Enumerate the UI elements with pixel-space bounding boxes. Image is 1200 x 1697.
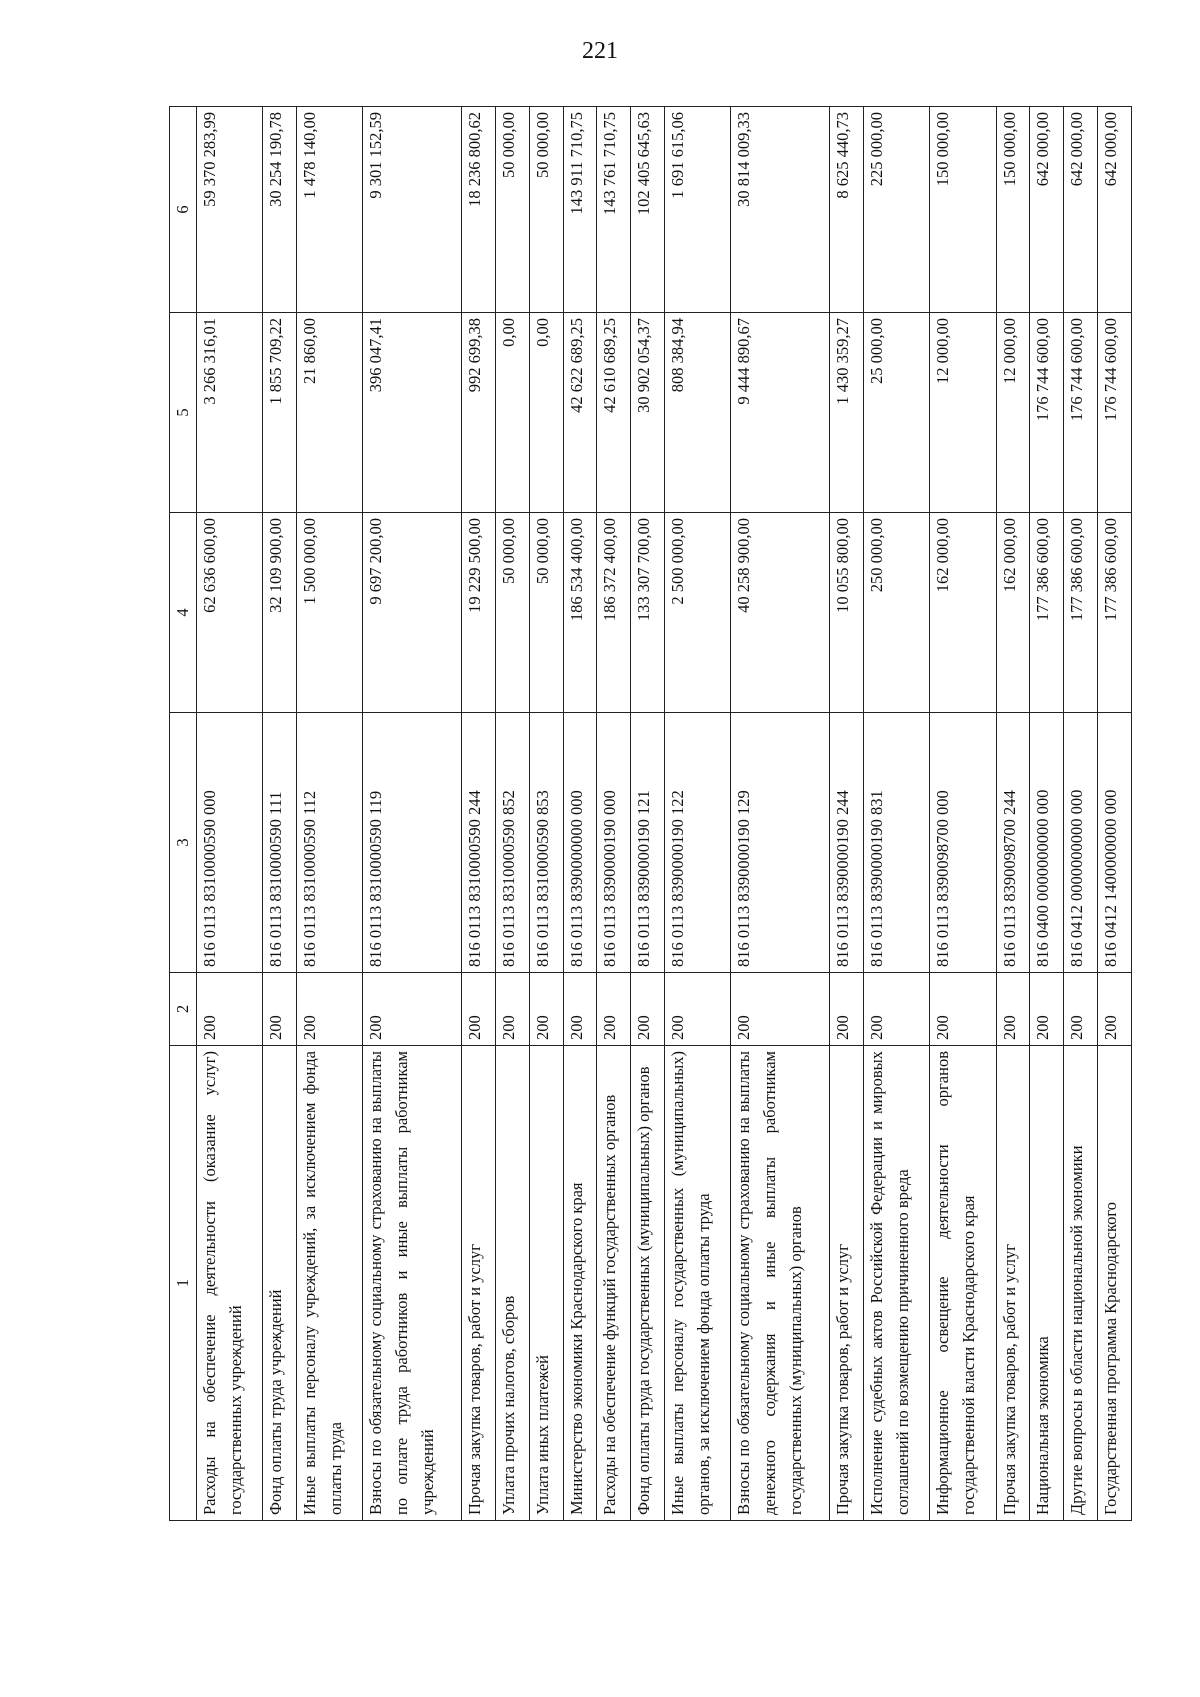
row-budget-code-cell: 816 0412 1400000000 000 [1097, 713, 1131, 973]
row-col4-amount-cell: 40 258 900,00 [731, 513, 830, 713]
row-admin-code-cell: 200 [462, 973, 496, 1046]
row-budget-code-cell: 816 0113 8390098700 244 [996, 713, 1030, 973]
row-name-cell: Уплата прочих налогов, сборов [496, 1046, 530, 1521]
row-name-cell: Уплата иных платежей [529, 1046, 563, 1521]
row-admin-code-cell: 200 [863, 973, 929, 1046]
table-row [996, 107, 1030, 1521]
row-name-cell: Информационное освещение деятельности органов государственной власти Краснодарского края [930, 1046, 996, 1521]
row-admin-code-cell: 200 [496, 973, 530, 1046]
row-budget-code-cell: 816 0113 8390098700 000 [930, 713, 996, 973]
table-row [863, 107, 929, 1521]
row-admin-code-cell: 200 [665, 973, 731, 1046]
table-row [529, 107, 563, 1521]
row-name-cell: Взносы по обязательному социальному страхованию на выплаты по оплате труда работников и иные выплаты работникам учреждений [363, 1046, 462, 1521]
header-col-1: 1 [170, 1046, 197, 1521]
row-col5-amount-cell: 3 266 316,01 [197, 313, 263, 513]
row-col5-amount-cell: 30 902 054,37 [631, 313, 665, 513]
row-name-cell: Расходы на обеспечение деятельности (оказание услуг) государственных учреждений [197, 1046, 263, 1521]
row-col5-amount-cell: 176 744 600,00 [1030, 313, 1064, 513]
budget-table [169, 106, 1132, 1521]
row-col4-amount-cell: 133 307 700,00 [631, 513, 665, 713]
row-col6-amount-cell: 50 000,00 [496, 107, 530, 313]
table-row [830, 107, 864, 1521]
row-col4-amount-cell: 19 229 500,00 [462, 513, 496, 713]
row-col4-amount-cell: 62 636 600,00 [197, 513, 263, 713]
row-col4-amount-cell: 177 386 600,00 [1064, 513, 1098, 713]
header-col-6: 6 [170, 107, 197, 313]
row-col4-amount-cell: 50 000,00 [529, 513, 563, 713]
row-col5-amount-cell: 176 744 600,00 [1097, 313, 1131, 513]
row-col6-amount-cell: 642 000,00 [1030, 107, 1064, 313]
row-name-cell: Иные выплаты персоналу учреждений, за исключением фонда оплаты труда [297, 1046, 363, 1521]
row-col6-amount-cell: 1 478 140,00 [297, 107, 363, 313]
row-budget-code-cell: 816 0113 8390000190 000 [597, 713, 631, 973]
row-name-cell: Фонд оплаты труда государственных (муниципальных) органов [631, 1046, 665, 1521]
row-name-cell: Национальная экономика [1030, 1046, 1064, 1521]
row-admin-code-cell: 200 [996, 973, 1030, 1046]
row-col5-amount-cell: 176 744 600,00 [1064, 313, 1098, 513]
table-row [1064, 107, 1098, 1521]
row-col6-amount-cell: 143 761 710,75 [597, 107, 631, 313]
row-col4-amount-cell: 250 000,00 [863, 513, 929, 713]
row-col6-amount-cell: 30 814 009,33 [731, 107, 830, 313]
table-row [1097, 107, 1131, 1521]
row-budget-code-cell: 816 0113 8390000000 000 [563, 713, 597, 973]
row-admin-code-cell: 200 [830, 973, 864, 1046]
row-col6-amount-cell: 143 911 710,75 [563, 107, 597, 313]
row-budget-code-cell: 816 0113 8390000190 122 [665, 713, 731, 973]
row-name-cell: Взносы по обязательному социальному страхованию на выплаты денежного содержания и иные выплаты работникам государственных (муниципальных) органов [731, 1046, 830, 1521]
row-budget-code-cell: 816 0113 8390000190 129 [731, 713, 830, 973]
row-budget-code-cell: 816 0113 8310000590 244 [462, 713, 496, 973]
row-budget-code-cell: 816 0113 8390000190 244 [830, 713, 864, 973]
table-row [631, 107, 665, 1521]
row-name-cell: Прочая закупка товаров, работ и услуг [462, 1046, 496, 1521]
table-row [297, 107, 363, 1521]
table-row [496, 107, 530, 1521]
table-row [462, 107, 496, 1521]
row-col5-amount-cell: 396 047,41 [363, 313, 462, 513]
table-body [197, 107, 1132, 1521]
row-admin-code-cell: 200 [930, 973, 996, 1046]
header-row [170, 107, 197, 1521]
row-col5-amount-cell: 0,00 [529, 313, 563, 513]
row-admin-code-cell: 200 [563, 973, 597, 1046]
row-col5-amount-cell: 42 610 689,25 [597, 313, 631, 513]
row-budget-code-cell: 816 0113 8310000590 852 [496, 713, 530, 973]
row-col6-amount-cell: 30 254 190,78 [263, 107, 297, 313]
row-col5-amount-cell: 42 622 689,25 [563, 313, 597, 513]
row-col6-amount-cell: 8 625 440,73 [830, 107, 864, 313]
row-admin-code-cell: 200 [363, 973, 462, 1046]
row-col5-amount-cell: 0,00 [496, 313, 530, 513]
row-col4-amount-cell: 186 372 400,00 [597, 513, 631, 713]
row-col5-amount-cell: 808 384,94 [665, 313, 731, 513]
table-rotation-wrapper [169, 107, 1132, 1521]
row-admin-code-cell: 200 [263, 973, 297, 1046]
row-col4-amount-cell: 2 500 000,00 [665, 513, 731, 713]
table-header [170, 107, 197, 1521]
row-col6-amount-cell: 1 691 615,06 [665, 107, 731, 313]
row-col6-amount-cell: 59 370 283,99 [197, 107, 263, 313]
rotated-table-area [169, 107, 1132, 1521]
row-budget-code-cell: 816 0113 8310000590 111 [263, 713, 297, 973]
row-col4-amount-cell: 186 534 400,00 [563, 513, 597, 713]
table-row [930, 107, 996, 1521]
table-row [731, 107, 830, 1521]
row-name-cell: Прочая закупка товаров, работ и услуг [996, 1046, 1030, 1521]
row-col4-amount-cell: 1 500 000,00 [297, 513, 363, 713]
row-col4-amount-cell: 177 386 600,00 [1030, 513, 1064, 713]
row-col5-amount-cell: 9 444 890,67 [731, 313, 830, 513]
row-admin-code-cell: 200 [1064, 973, 1098, 1046]
header-col-2: 2 [170, 973, 197, 1046]
row-admin-code-cell: 200 [631, 973, 665, 1046]
row-col5-amount-cell: 21 860,00 [297, 313, 363, 513]
row-col5-amount-cell: 1 855 709,22 [263, 313, 297, 513]
row-col4-amount-cell: 162 000,00 [930, 513, 996, 713]
table-row [1030, 107, 1064, 1521]
row-name-cell: Прочая закупка товаров, работ и услуг [830, 1046, 864, 1521]
page-number: 221 [582, 38, 618, 64]
row-col5-amount-cell: 1 430 359,27 [830, 313, 864, 513]
row-budget-code-cell: 816 0113 8390000190 831 [863, 713, 929, 973]
row-admin-code-cell: 200 [1097, 973, 1131, 1046]
table-row [665, 107, 731, 1521]
header-col-3: 3 [170, 713, 197, 973]
row-name-cell: Государственная программа Краснодарского [1097, 1046, 1131, 1521]
row-admin-code-cell: 200 [1030, 973, 1064, 1046]
row-budget-code-cell: 816 0113 8310000590 119 [363, 713, 462, 973]
row-col6-amount-cell: 150 000,00 [930, 107, 996, 313]
row-col4-amount-cell: 162 000,00 [996, 513, 1030, 713]
table-row [363, 107, 462, 1521]
row-col6-amount-cell: 642 000,00 [1097, 107, 1131, 313]
row-name-cell: Расходы на обеспечение функций государственных органов [597, 1046, 631, 1521]
row-col5-amount-cell: 12 000,00 [996, 313, 1030, 513]
row-col6-amount-cell: 50 000,00 [529, 107, 563, 313]
row-col4-amount-cell: 32 109 900,00 [263, 513, 297, 713]
row-col6-amount-cell: 150 000,00 [996, 107, 1030, 313]
row-name-cell: Иные выплаты персоналу государственных (муниципальных) органов, за исключением фонда оплаты труда [665, 1046, 731, 1521]
header-col-5: 5 [170, 313, 197, 513]
row-budget-code-cell: 816 0113 8310000590 000 [197, 713, 263, 973]
row-name-cell: Фонд оплаты труда учреждений [263, 1046, 297, 1521]
row-budget-code-cell: 816 0412 0000000000 000 [1064, 713, 1098, 973]
row-budget-code-cell: 816 0113 8390000190 121 [631, 713, 665, 973]
row-budget-code-cell: 816 0113 8310000590 853 [529, 713, 563, 973]
row-col6-amount-cell: 18 236 800,62 [462, 107, 496, 313]
table-row [597, 107, 631, 1521]
row-col6-amount-cell: 9 301 152,59 [363, 107, 462, 313]
row-col4-amount-cell: 177 386 600,00 [1097, 513, 1131, 713]
row-admin-code-cell: 200 [597, 973, 631, 1046]
row-name-cell: Министерство экономики Краснодарского края [563, 1046, 597, 1521]
row-admin-code-cell: 200 [197, 973, 263, 1046]
table-row [263, 107, 297, 1521]
row-col4-amount-cell: 10 055 800,00 [830, 513, 864, 713]
row-col5-amount-cell: 12 000,00 [930, 313, 996, 513]
table-row [197, 107, 263, 1521]
row-budget-code-cell: 816 0400 0000000000 000 [1030, 713, 1064, 973]
row-admin-code-cell: 200 [529, 973, 563, 1046]
row-budget-code-cell: 816 0113 8310000590 112 [297, 713, 363, 973]
row-name-cell: Другие вопросы в области национальной экономики [1064, 1046, 1098, 1521]
row-col6-amount-cell: 102 405 645,63 [631, 107, 665, 313]
row-col4-amount-cell: 50 000,00 [496, 513, 530, 713]
row-col4-amount-cell: 9 697 200,00 [363, 513, 462, 713]
row-admin-code-cell: 200 [297, 973, 363, 1046]
row-col5-amount-cell: 992 699,38 [462, 313, 496, 513]
row-col6-amount-cell: 642 000,00 [1064, 107, 1098, 313]
row-admin-code-cell: 200 [731, 973, 830, 1046]
table-row [563, 107, 597, 1521]
header-col-4: 4 [170, 513, 197, 713]
row-col5-amount-cell: 25 000,00 [863, 313, 929, 513]
row-col6-amount-cell: 225 000,00 [863, 107, 929, 313]
row-name-cell: Исполнение судебных актов Российской Федерации и мировых соглашений по возмещению причиненного вреда [863, 1046, 929, 1521]
